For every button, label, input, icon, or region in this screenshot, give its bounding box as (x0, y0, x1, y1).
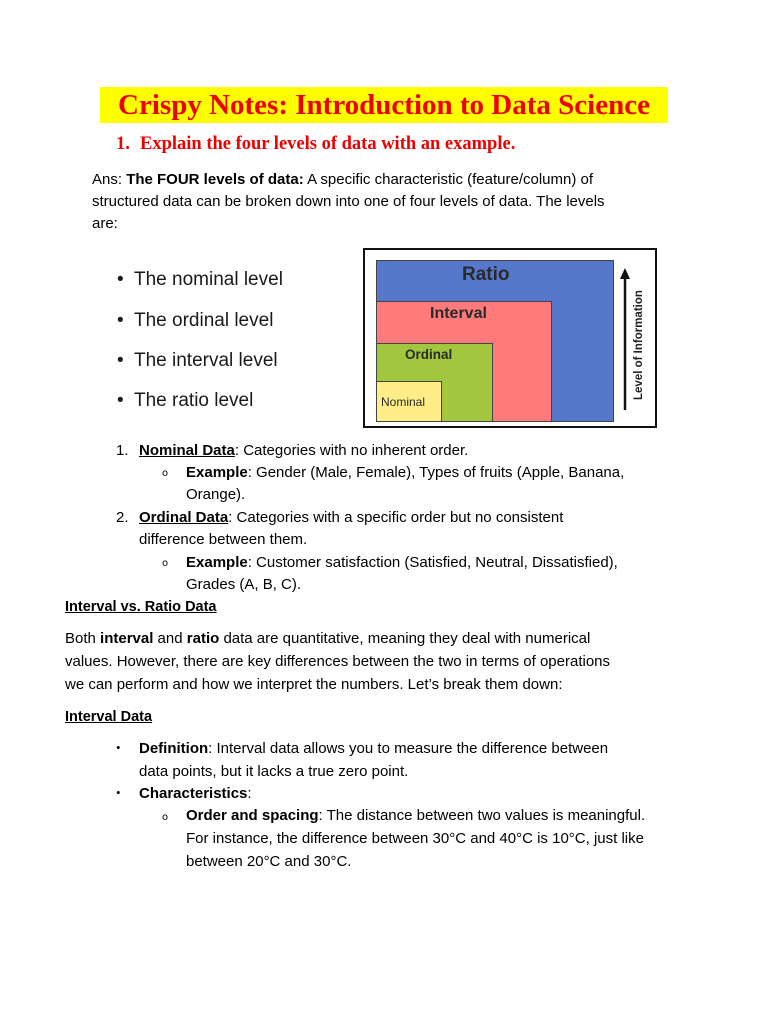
intro-bold: The FOUR levels of data: (126, 171, 304, 188)
nominal-label: Nominal (381, 395, 426, 409)
ordinal-label: Ordinal (405, 347, 453, 362)
characteristics-item: Characteristics: (139, 785, 252, 802)
list-number: 2. (116, 509, 129, 526)
question-heading (116, 134, 515, 155)
ordinal-term: Ordinal Data (139, 509, 229, 526)
both-line-1: Both interval and ratio data are quantitative, meaning they deal with numerical (65, 630, 591, 647)
intro-prefix: Ans: (92, 171, 127, 188)
levels-diagram (363, 248, 657, 428)
document-title: Crispy Notes: Introduction to Data Science (100, 87, 668, 123)
definition-line-2: data points, but it lacks a true zero point. (139, 763, 409, 780)
level-item: • The ratio level (117, 390, 254, 411)
definition-line-1: Definition: Interval data allows you to measure the difference between (139, 740, 609, 757)
intro-rest: A specific characteristic (feature/column) of (303, 171, 594, 188)
list-number: 1. (116, 442, 129, 459)
bullet-icon: • (116, 740, 121, 755)
circle-bullet-icon: o (162, 558, 169, 569)
intro-line-1 (92, 170, 593, 190)
nominal-term: Nominal Data (139, 442, 235, 459)
level-item: • The interval level (117, 350, 278, 371)
both-line-2: values. However, there are key differences between the two in terms of operations (65, 653, 611, 670)
ordinal-example-cont: Grades (A, B, C). (186, 576, 302, 593)
order-line-2: For instance, the difference between 30°C and 40°C is 10°C, just like (186, 830, 644, 847)
intro-line-3: are: (92, 215, 118, 232)
axis-label: Level of Information (633, 290, 645, 400)
up-arrow-icon (620, 268, 630, 410)
order-line-3: between 20°C and 30°C. (186, 853, 352, 870)
ordinal-item-cont: difference between them. (139, 531, 308, 548)
ordinal-item: Ordinal Data: Categories with a specific order but no consistent (139, 509, 564, 526)
intro-line-2: structured data can be broken down into one of four levels of data. The levels (92, 193, 605, 210)
interval-heading: Interval Data (65, 709, 153, 725)
nominal-example-cont: Orange). (186, 486, 246, 503)
both-line-3: we can perform and how we interpret the numbers. Let’s break them down: (65, 676, 563, 693)
circle-bullet-icon: o (162, 812, 169, 823)
order-line-1: Order and spacing: The distance between two values is meaningful. (186, 807, 646, 824)
bullet-icon: • (116, 785, 121, 800)
question-number: 1. (116, 134, 130, 154)
nominal-box (376, 381, 442, 422)
ratio-label: Ratio (462, 264, 510, 285)
level-item: • The nominal level (117, 269, 283, 290)
level-item: • The ordinal level (117, 310, 274, 331)
section-heading: Interval vs. Ratio Data (65, 599, 217, 615)
circle-bullet-icon: o (162, 468, 169, 479)
question-text: Explain the four levels of data with an example. (140, 134, 516, 154)
nominal-example: Example: Gender (Male, Female), Types of fruits (Apple, Banana, (186, 464, 625, 481)
ordinal-example: Example: Customer satisfaction (Satisfied, Neutral, Dissatisfied), (186, 554, 618, 571)
nominal-item: Nominal Data: Categories with no inherent order. (139, 442, 469, 459)
interval-label: Interval (430, 305, 487, 322)
